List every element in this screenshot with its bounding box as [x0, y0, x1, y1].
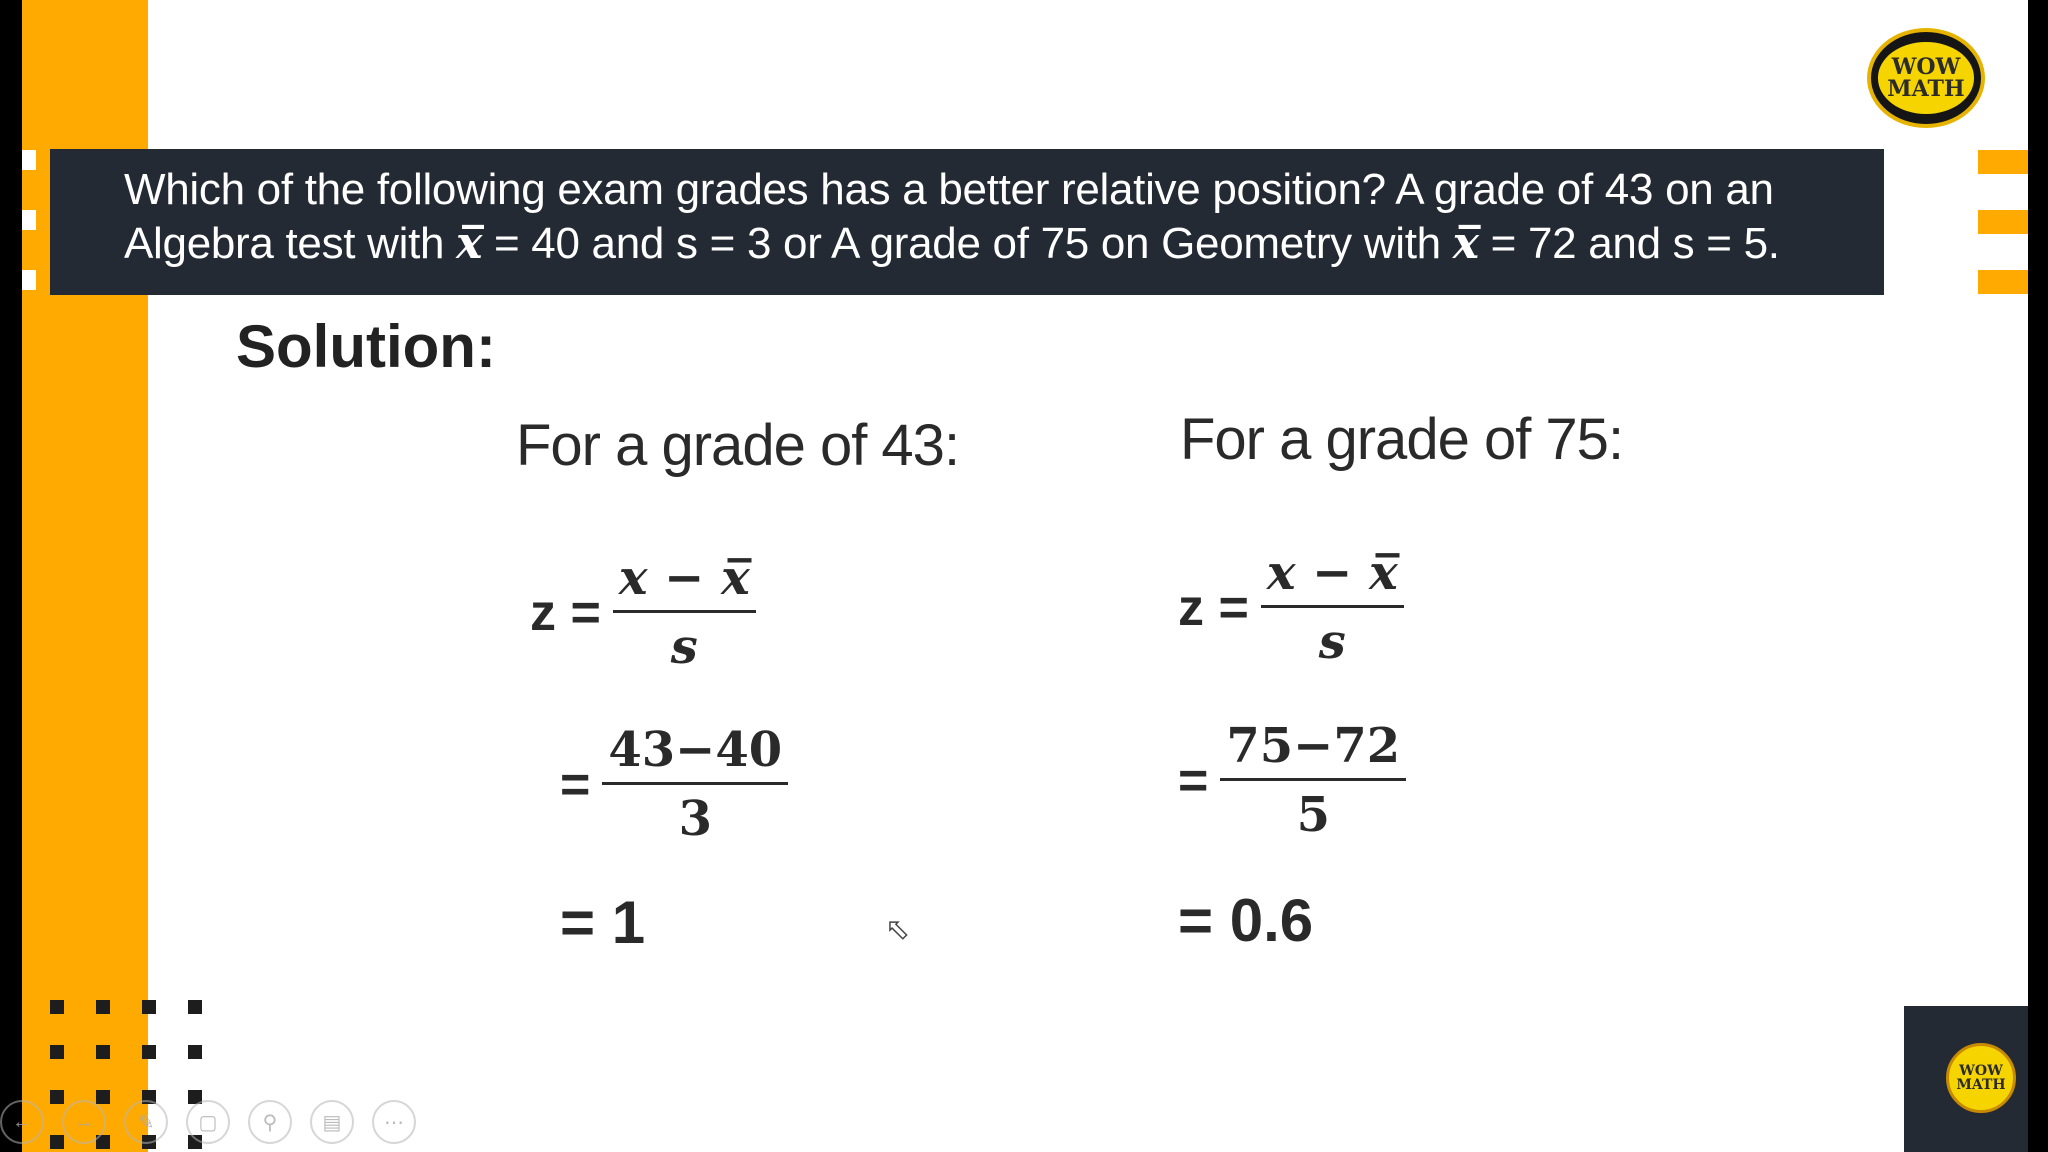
- wow-math-logo: [1867, 28, 1985, 128]
- logo-line1: WOW: [1959, 1063, 2003, 1079]
- solution-heading: Solution:: [236, 313, 496, 380]
- fraction: [602, 722, 788, 847]
- column-title-75: For a grade of 75:: [1180, 407, 1624, 472]
- denominator: 3: [678, 791, 712, 847]
- numerator: 75−72: [1226, 718, 1401, 774]
- z-equals: z =: [1178, 578, 1249, 637]
- question-text-a: Algebra test with: [124, 219, 457, 268]
- back-arrow-icon[interactable]: ←: [0, 1100, 44, 1144]
- substitution-43: [560, 722, 788, 847]
- question-box: [50, 149, 1884, 295]
- right-accent-bars: [1978, 150, 2028, 330]
- presentation-toolbar: [0, 1100, 416, 1144]
- substitution-75: [1178, 718, 1406, 843]
- fraction: [1220, 718, 1406, 843]
- more-icon[interactable]: ⋯: [372, 1100, 416, 1144]
- zoom-icon[interactable]: ⚲: [248, 1100, 292, 1144]
- denominator: s: [1318, 614, 1346, 670]
- numerator: x − x̅: [1266, 545, 1398, 601]
- equals-sign: =: [560, 755, 591, 814]
- numerator: 43−40: [608, 722, 783, 778]
- fraction: [613, 550, 756, 675]
- pen-icon[interactable]: ✎: [124, 1100, 168, 1144]
- left-marks: [22, 150, 36, 330]
- result-75: = 0.6: [1178, 887, 1314, 954]
- logo-line2: MATH: [1956, 1077, 2006, 1093]
- forward-arrow-icon[interactable]: →: [62, 1100, 106, 1144]
- xbar-symbol: x̅: [456, 218, 483, 269]
- z-formula-75: [1178, 545, 1404, 670]
- denominator: 5: [1296, 787, 1330, 843]
- logo-line2: MATH: [1887, 76, 1965, 102]
- xbar-symbol: x̅: [1452, 218, 1479, 269]
- logo-line1: WOW: [1891, 54, 1961, 80]
- z-equals: z =: [530, 583, 601, 642]
- slides-icon[interactable]: ▢: [186, 1100, 230, 1144]
- equals-sign: =: [1178, 751, 1209, 810]
- subtitles-icon[interactable]: ▤: [310, 1100, 354, 1144]
- fraction: [1261, 545, 1404, 670]
- result-43: = 1: [560, 889, 646, 956]
- question-text-c: = 72 and s = 5.: [1478, 219, 1780, 268]
- numerator: x − x̅: [618, 550, 750, 606]
- question-text-b: = 40 and s = 3 or A grade of 75 on Geometry with: [482, 219, 1453, 268]
- wow-math-small-logo: [1946, 1043, 2016, 1113]
- question-line-1: Which of the following exam grades has a better relative position? A grade of 43 on an: [124, 165, 1774, 214]
- question-line-2: [124, 217, 1884, 271]
- denominator: s: [670, 619, 698, 675]
- column-title-43: For a grade of 43:: [516, 413, 960, 478]
- z-formula-43: [530, 550, 756, 675]
- mouse-cursor-icon: ⬁: [885, 913, 911, 946]
